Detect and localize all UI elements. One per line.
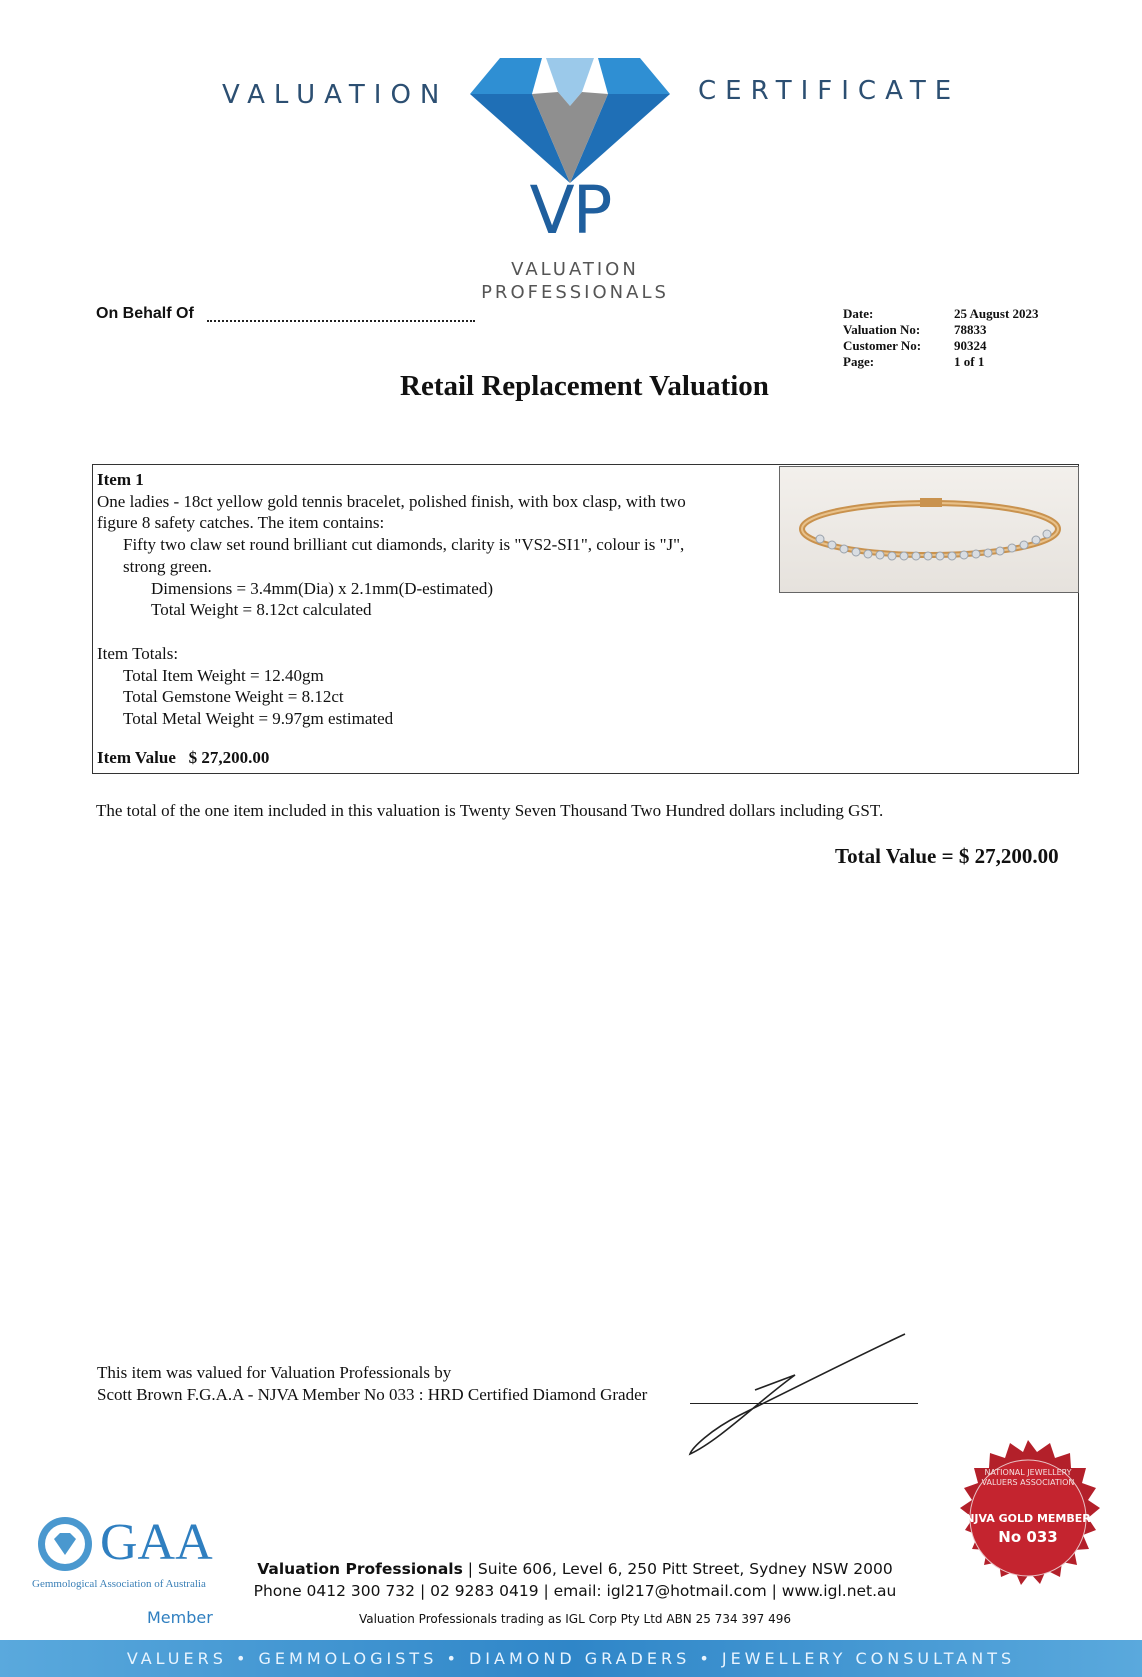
item-total-weight: Total Weight = 8.12ct calculated (151, 600, 372, 620)
meta-labels (843, 306, 921, 370)
header-left-word: VALUATION (222, 80, 449, 110)
item-stone-line1: Fifty two claw set round brilliant cut diamonds, clarity is "VS2-SI1", colour is "J", (123, 535, 685, 555)
page-title: Retail Replacement Valuation (400, 370, 769, 402)
header-right-word: CERTIFICATE (698, 76, 961, 106)
valuation-no-label: Valuation No: (843, 322, 921, 337)
logo-vp-letters: VP (529, 172, 611, 249)
seal-arc-text: NATIONAL JEWELLERY VALUERS ASSOCIATION (981, 1468, 1075, 1487)
on-behalf-of (96, 305, 194, 323)
gaa-full-name: Gemmological Association of Australia (32, 1578, 206, 1590)
valuation-no-value: 78833 (954, 322, 987, 337)
item-dimensions: Dimensions = 3.4mm(Dia) x 2.1mm(D-estimated) (151, 578, 493, 598)
total-gemstone-weight: Total Gemstone Weight = 8.12ct (123, 687, 344, 707)
njva-seal (945, 1440, 1111, 1606)
seal-line2: No 033 (998, 1528, 1058, 1546)
item-desc-line2: figure 8 safety catches. The item contains: (97, 513, 385, 533)
item-text (97, 469, 767, 730)
valuer-line1: This item was valued for Valuation Professionals by (97, 1363, 452, 1382)
item-desc-line1: One ladies - 18ct yellow gold tennis bracelet, polished finish, with box clasp, with two (97, 491, 686, 511)
logo-subtitle (455, 258, 695, 304)
diamond-logo-icon (470, 58, 670, 183)
address-block (230, 1558, 920, 1630)
gaa-diamond-icon (36, 1515, 94, 1573)
item-heading: Item 1 (97, 470, 144, 489)
company-name: Valuation Professionals (257, 1560, 463, 1578)
total-sentence: The total of the one item included in this valuation is Twenty Seven Thousand Two Hundred dollars including GST. (96, 801, 884, 820)
company-street: | Suite 606, Level 6, 250 Pitt Street, Sydney NSW 2000 (467, 1560, 893, 1578)
footer-bar (0, 1640, 1142, 1677)
item-value-label: Item Value (97, 748, 176, 767)
meta-values (954, 306, 1039, 370)
bracelet-icon (780, 467, 1078, 592)
logo-subtitle-line1: VALUATION (511, 259, 639, 280)
date-value: 25 August 2023 (954, 306, 1039, 321)
item-box (92, 464, 1079, 774)
seal-line1: NJVA GOLD MEMBER (965, 1512, 1091, 1525)
item-spacer (97, 621, 767, 643)
item-value-row (97, 747, 269, 769)
bracelet-photo (779, 466, 1079, 593)
total-item-weight: Total Item Weight = 12.40gm (123, 665, 324, 685)
on-behalf-dotted-line (207, 320, 475, 322)
total-metal-weight: Total Metal Weight = 9.97gm estimated (123, 709, 394, 729)
item-totals-heading: Item Totals: (97, 643, 179, 663)
item-stone-line2: strong green. (123, 556, 212, 576)
page-value: 1 of 1 (954, 354, 985, 369)
address-line1 (230, 1558, 920, 1580)
gaa-name: GAA (100, 1514, 213, 1571)
valuer-block (97, 1362, 647, 1406)
gaa-member: Member (147, 1608, 213, 1627)
valuer-line2: Scott Brown F.G.A.A - NJVA Member No 033 : HRD Certified Diamond Grader (97, 1385, 648, 1404)
customer-no-value: 90324 (954, 338, 987, 353)
footer-text: VALUERS • GEMMOLOGISTS • DIAMOND GRADERS • JEWELLERY CONSULTANTS (126, 1649, 1016, 1668)
on-behalf-label: On Behalf Of (96, 305, 194, 322)
item-value-amount: $ 27,200.00 (188, 748, 270, 767)
item-divider (93, 742, 97, 743)
total-value: Total Value = $ 27,200.00 (835, 844, 1059, 868)
logo-subtitle-line2: PROFESSIONALS (481, 282, 669, 303)
customer-no-label: Customer No: (843, 338, 922, 353)
address-trading: Valuation Professionals trading as IGL Corp Pty Ltd ABN 25 734 397 496 (358, 1612, 792, 1626)
page-label: Page: (843, 354, 875, 369)
address-contact: Phone 0412 300 732 | 02 9283 0419 | email: igl217@hotmail.com | www.igl.net.au (253, 1582, 897, 1600)
signature-icon (680, 1330, 920, 1460)
date-label: Date: (843, 306, 874, 321)
